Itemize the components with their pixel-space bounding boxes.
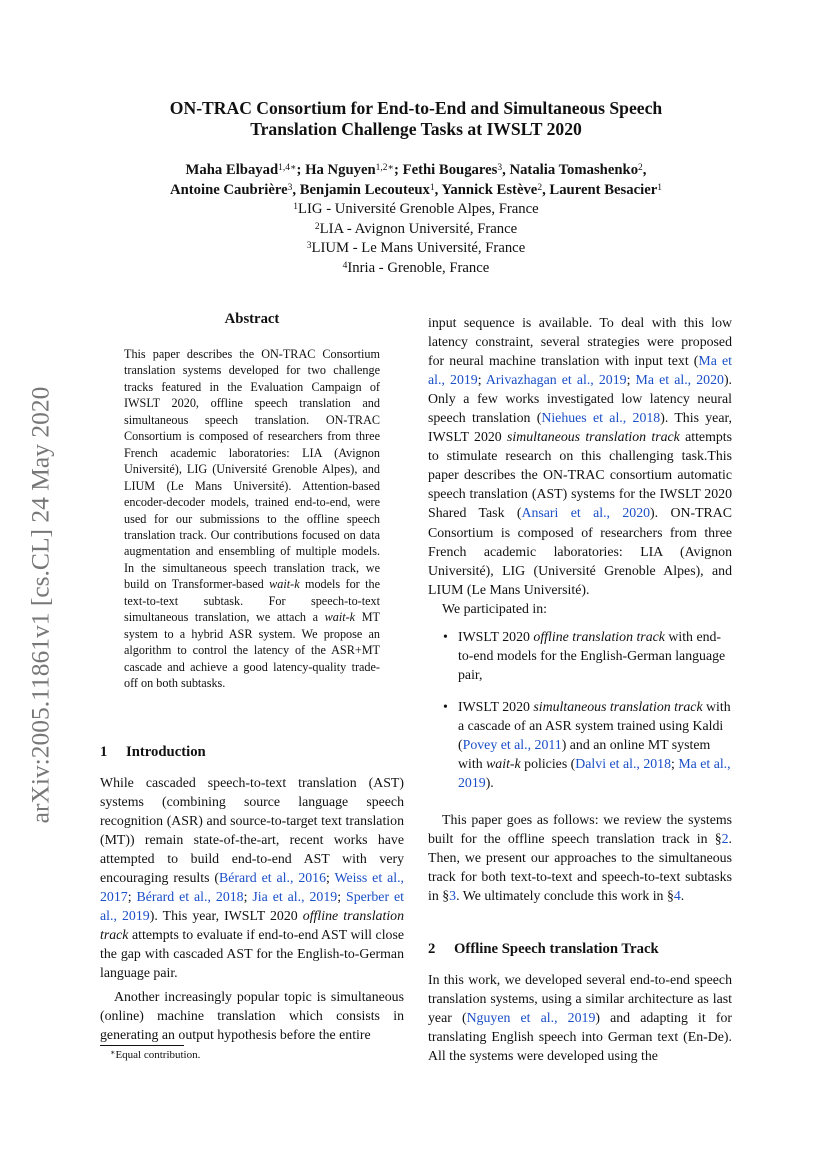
citation-link[interactable]: Bérard et al., 2016 bbox=[219, 870, 327, 886]
citation-link[interactable]: Ma et al., 2019 bbox=[458, 756, 731, 791]
paragraph: While cascaded speech-to-text translation (AST) systems (combining source language speech recognition (ASR) and source-to-target text translation (MT)) remain state-of-the-art, recent works have attempted to build end-to-end AST with very encouraging results (Bérard et al., 2016; Weiss et al., 2017; Bérard et al., 2018; Jia et al., 2019; Sperber et al., 2019). This year, IWSLT 2020 offline translation track attempts to evaluate if end-to-end AST will close the gap with cascaded AST for the English-to-German language pair. bbox=[100, 775, 405, 981]
citation-link[interactable]: Ma et al., 2020 bbox=[635, 372, 724, 388]
citation-link[interactable]: Arivazhagan et al., 2019 bbox=[485, 372, 627, 388]
footnote: ∗Equal contribution. bbox=[110, 1048, 201, 1061]
citation-link[interactable]: Dalvi et al., 2018 bbox=[575, 756, 672, 772]
author-name: Maha Elbayad bbox=[185, 162, 279, 178]
section-1-body bbox=[100, 773, 404, 1044]
citation-link[interactable]: Ma et al., 2019 bbox=[428, 353, 732, 388]
footnote-divider bbox=[100, 1045, 184, 1046]
arxiv-identifier: arXiv:2005.11861v1 [cs.CL] 24 May 2020 bbox=[25, 386, 54, 824]
citation-link[interactable]: Ansari et al., 2020 bbox=[521, 505, 651, 521]
right-column-intro bbox=[428, 313, 732, 618]
affiliation: $^2$LIA - Avignon Université, France bbox=[314, 220, 518, 237]
affiliation: $^3$LIUM - Le Mans Université, France bbox=[306, 240, 526, 257]
bullet-icon: • bbox=[443, 699, 448, 715]
author-name: Fethi Bougares bbox=[402, 162, 498, 178]
citation-link[interactable]: Bérard et al., 2018 bbox=[136, 889, 244, 905]
participation-list bbox=[428, 627, 732, 792]
affiliation: $^1$LIG - Université Grenoble Alpes, France bbox=[293, 201, 539, 217]
paragraph: Another increasingly popular topic is simultaneous (online) machine translation which consists in generating an output hypothesis before the entire bbox=[100, 988, 404, 1042]
paper-title bbox=[100, 98, 732, 140]
author-list bbox=[100, 160, 732, 200]
citation-link[interactable]: Weiss et al., 2017 bbox=[100, 870, 404, 905]
paragraph: input sequence is available. To deal with this low latency constraint, several strategies were proposed for neural machine translation with input text (Ma et al., 2019; Arivazhagan et al., 2019; Ma et al., 2020). Only a few works investigated low latency neural speech translation (Niehues et al., 2018). This year, IWSLT 2020 simultaneous translation track attempts to stimulate research on this challenging task.This paper describes the ON-TRAC consortium automatic speech translation (AST) systems for the IWSLT 2020 Shared Task (Ansari et al., 2020). ON-TRAC Consortium is composed of researchers from three French academic laboratories: LIA (Avignon Université), LIG (Université Grenoble Alpes), and LIUM (Le Mans Université). bbox=[428, 315, 733, 597]
section-2-body bbox=[428, 970, 732, 1065]
abstract-body: This paper describes the ON-TRAC Consortium translation systems developed for two challenge tracks featured in the Evaluation Campaign of IWSLT 2020, offline speech translation and simultaneous speech translation. ON-TRAC Consortium is composed of researchers from three French academic laboratories: LIA (Avignon Université), LIG (Université Grenoble Alpes), and LIUM (Le Mans Université). Attention-based encoder-decoder models, trained end-to-end, were used for our submissions to the offline speech translation track. Our contributions focused on data augmentation and ensembling of multiple models. In the simultaneous speech translation track, we build on Transformer-based wait-k models for the text-to-text subtask. For speech-to-text simultaneous translation, we attach a wait-k MT system to a hybrid ASR system. We propose an algorithm to control the latency of the ASR+MT cascade and achieve a good latency-quality trade-off on both subtasks. bbox=[124, 347, 380, 691]
author-line-2: Antoine Caubrière$^3$, Benjamin Lecouteux$^1$, Yannick Estève$^2$, Laurent Besacier$^1$ bbox=[169, 182, 662, 198]
abstract-heading: Abstract bbox=[224, 311, 280, 327]
author-name: Ha Nguyen bbox=[305, 162, 376, 178]
list-item: • IWSLT 2020 simultaneous translation track with a cascade of an ASR system trained using Kaldi (Povey et al., 2011) and an online MT system with wait-k policies (Dalvi et al., 2018; Ma et al., 2019). bbox=[443, 699, 731, 791]
title-line-1: ON-TRAC Consortium for End-to-End and Simultaneous Speech bbox=[169, 98, 663, 118]
author-line-1: Maha Elbayad$^{1,4∗}$; Ha Nguyen$^{1,2∗}$; Fethi Bougares$^3$, Natalia Tomashenko$^2$, bbox=[185, 162, 647, 178]
author-name: Yannick Estève bbox=[441, 182, 538, 198]
author-name: Benjamin Lecouteux bbox=[299, 182, 430, 198]
citation-link[interactable]: Nguyen et al., 2019 bbox=[466, 1010, 596, 1026]
author-name: Laurent Besacier bbox=[549, 182, 658, 198]
list-item: • IWSLT 2020 offline translation track with end-to-end models for the English-German language pair, bbox=[443, 629, 726, 683]
affiliation: $^4$Inria - Grenoble, France bbox=[342, 259, 490, 276]
citation-link[interactable]: Sperber et al., 2019 bbox=[100, 889, 404, 924]
paragraph: This paper goes as follows: we review the systems built for the offline speech translation track in §2. Then, we present our approaches to the simultaneous track for both text-to-text and speech-to-text subtasks in §3. We ultimately conclude this work in §4. bbox=[428, 812, 732, 904]
citation-link[interactable]: Jia et al., 2019 bbox=[252, 889, 338, 905]
citation-link[interactable]: Povey et al., 2011 bbox=[462, 737, 562, 753]
section-ref-link[interactable]: 2 bbox=[721, 831, 729, 847]
section-2-heading: 2 Offline Speech translation Track bbox=[428, 941, 659, 957]
author-name: Antoine Caubrière bbox=[169, 182, 288, 198]
overview-paragraph bbox=[428, 810, 732, 905]
section-ref-link[interactable]: 3 bbox=[449, 888, 457, 904]
author-name: Natalia Tomashenko bbox=[509, 162, 639, 178]
paragraph: We participated in: bbox=[442, 600, 547, 616]
bullet-icon: • bbox=[443, 629, 448, 644]
paragraph: In this work, we developed several end-to-end speech translation systems, using a similar architecture as last year (Nguyen et al., 2019) and adapting it for translating English speech into German text (En-De). All the systems were developed using the bbox=[428, 972, 732, 1064]
affiliations bbox=[100, 200, 732, 278]
section-ref-link[interactable]: 4 bbox=[673, 888, 681, 904]
section-1-heading: 1 Introduction bbox=[100, 744, 206, 760]
title-line-2: Translation Challenge Tasks at IWSLT 2020 bbox=[250, 119, 582, 139]
citation-link[interactable]: Niehues et al., 2018 bbox=[541, 410, 661, 426]
